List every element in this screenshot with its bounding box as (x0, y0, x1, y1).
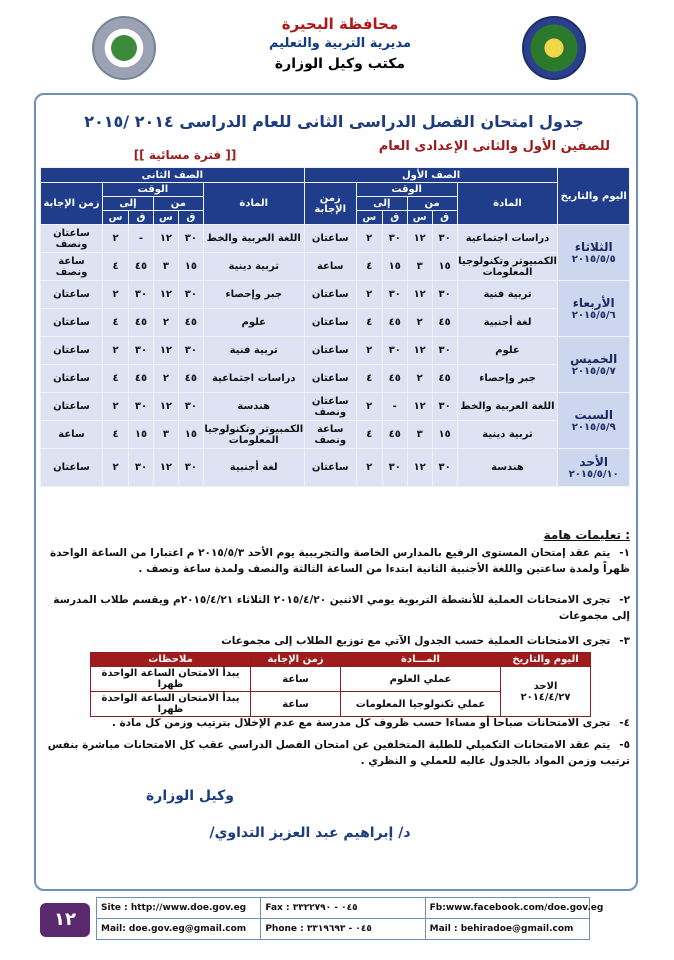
header-text (250, 14, 430, 74)
from-hours-cell: ٣ (407, 421, 432, 449)
duration-cell: ساعتان (41, 449, 103, 487)
from-hours-cell: ٢ (407, 365, 432, 393)
duration-cell: ساعتان (304, 365, 356, 393)
from-hours-cell: ١٢ (153, 393, 178, 421)
header-minutes: ق (178, 211, 203, 225)
from-hours-cell: ٣ (407, 253, 432, 281)
from-hours-cell: ١٢ (407, 281, 432, 309)
subject-cell: جبر وإحصاء (203, 281, 304, 309)
to-minutes-cell: ٤٥ (382, 421, 407, 449)
note-number: ٤- (619, 717, 630, 729)
practical-header-notes: ملاحظات (91, 653, 251, 667)
duration-cell: ساعتان ونصف (41, 225, 103, 253)
day-name: الأربعاء (572, 296, 615, 310)
practical-subject: عملي العلوم (341, 667, 501, 692)
from-hours-cell: ١٢ (153, 337, 178, 365)
to-hours-cell: ٤ (356, 253, 382, 281)
day-cell (558, 337, 630, 393)
note-number: ١- (619, 547, 630, 559)
practical-header-day: اليوم والتاريخ (501, 653, 591, 667)
duration-cell: ساعتان (41, 365, 103, 393)
to-minutes-cell: ٣٠ (129, 337, 154, 365)
from-minutes-cell: ٤٥ (432, 365, 457, 393)
day-name: الخميس (570, 352, 618, 366)
from-minutes-cell: ٣٠ (432, 449, 457, 487)
to-minutes-cell: ١٥ (129, 421, 154, 449)
to-hours-cell: ٢ (103, 449, 129, 487)
subject-cell: لغة أجنبية (203, 449, 304, 487)
subject-cell: هندسة (203, 393, 304, 421)
to-hours-cell: ٤ (356, 365, 382, 393)
note-text: تجرى الامتحانات صباحا أو مساءا حسب ظروف كل مدرسة مع عدم الإخلال بترتيب وزمن كل مادة . (111, 717, 611, 729)
from-hours-cell: ٢ (153, 309, 178, 337)
to-minutes-cell: ٤٥ (129, 253, 154, 281)
to-minutes-cell: ٣٠ (129, 393, 154, 421)
duration-cell: ساعتان (41, 393, 103, 421)
duration-cell: ساعتان (304, 309, 356, 337)
table-row (41, 393, 630, 421)
duration-cell: ساعة (304, 253, 356, 281)
period-label: [[ فترة مسائية ]] (133, 148, 237, 162)
table-row (41, 449, 630, 487)
table-row (41, 225, 630, 253)
governorate-name: محافظة البحيرة (281, 15, 399, 33)
note-3 (40, 633, 630, 649)
to-minutes-cell: ٤٥ (382, 309, 407, 337)
footer-facebook[interactable]: Fb:www.facebook.com/doe.gov.eg (425, 898, 589, 919)
duration-cell: ساعة ونصف (304, 421, 356, 449)
to-hours-cell: ٢ (356, 393, 382, 421)
from-minutes-cell: ٣٠ (178, 449, 203, 487)
note-text: تجرى الامتحانات العملية للأنشطة التربوية يومي الاثنين ٢٠١٥/٤/٢٠ الثلاثاء ٢٠١٥/٤/٢١م ويقسم طلاب المدرسة إلى مجموعات (53, 594, 630, 622)
to-minutes-cell: ٣٠ (382, 225, 407, 253)
subject-cell: تربية دينية (203, 253, 304, 281)
subject-cell: اللغة العربية والخط (203, 225, 304, 253)
to-hours-cell: ٢ (356, 225, 382, 253)
practical-note: يبدأ الامتحان الساعة الواحدة ظهرا (91, 667, 251, 692)
directorate-name: مديرية التربية والتعليم (268, 36, 412, 51)
subject-cell: دراسات اجتماعية (203, 365, 304, 393)
header-grade-1: الصف الأول (304, 168, 558, 183)
note-1 (40, 545, 630, 577)
practical-day-cell (501, 667, 591, 717)
subject-cell: لغة أجنبية (457, 309, 558, 337)
note-4 (40, 715, 630, 731)
header-minutes: ق (382, 211, 407, 225)
page-subtitle: للصفين الأول والثانى الإعدادى العام (378, 139, 610, 154)
table-row (41, 365, 630, 393)
note-number: ٣- (619, 635, 630, 647)
to-hours-cell: ٤ (103, 421, 129, 449)
signature-name: /د/ إبراهيم عبد العزيز التداوي (209, 825, 411, 841)
from-minutes-cell: ١٥ (432, 421, 457, 449)
header-hours: س (407, 211, 432, 225)
subject-cell: تربية فنية (457, 281, 558, 309)
to-minutes-cell: - (382, 393, 407, 421)
practical-duration: ساعة (251, 692, 341, 717)
from-minutes-cell: ٣٠ (178, 225, 203, 253)
practical-header-subject: المـــادة (341, 653, 501, 667)
note-text: يتم عقد إمتحان المستوى الرفيع بالمدارس الخاصة والتجريبية يوم الأحد ٢٠١٥/٥/٣ م اعتبارا من الساعة الواحدة ظهراً ولمدة ساعتين واللغة الأجنبية الثانية ابتدءا من الساعة الثالثة والنصف ولمدة ساعة ونصف . (50, 547, 630, 575)
from-hours-cell: ١٢ (407, 449, 432, 487)
from-minutes-cell: ٣٠ (432, 393, 457, 421)
from-minutes-cell: ٤٥ (432, 309, 457, 337)
page-number: ١٢ (40, 903, 90, 937)
to-minutes-cell: ٣٠ (382, 337, 407, 365)
day-name: الثلاثاء (574, 240, 613, 254)
ministry-emblem-icon (92, 16, 156, 80)
from-minutes-cell: ٣٠ (178, 281, 203, 309)
subject-cell: الكمبيوتر وتكنولوجيا المعلومات (457, 253, 558, 281)
from-minutes-cell: ٣٠ (432, 337, 457, 365)
from-minutes-cell: ١٥ (432, 253, 457, 281)
header-to: إلى (103, 197, 154, 211)
header-hours: س (103, 211, 129, 225)
footer-mail[interactable]: Mail: doe.gov.eg@gmail.com (97, 919, 261, 940)
page-title: جدول امتحان الفصل الدراسى الثانى للعام الدراسى ٢٠١٤ /٢٠١٥ (84, 112, 584, 131)
from-hours-cell: ٢ (407, 309, 432, 337)
table-row (41, 253, 630, 281)
footer-phone: Phone : ٠٤٥ - ٣٣١٩٦٩٣ (261, 919, 425, 940)
practical-header-duration: زمن الإجابة (251, 653, 341, 667)
table-row (41, 421, 630, 449)
day-name: الأحد (579, 455, 609, 469)
to-hours-cell: ٤ (356, 421, 382, 449)
to-hours-cell: ٤ (103, 365, 129, 393)
to-minutes-cell: ٣٠ (129, 281, 154, 309)
duration-cell: ساعة ونصف (41, 253, 103, 281)
from-minutes-cell: ١٥ (178, 421, 203, 449)
from-hours-cell: ٢ (153, 365, 178, 393)
duration-cell: ساعتان (41, 281, 103, 309)
header-from: من (153, 197, 203, 211)
signature-title: وكيل الوزارة (146, 788, 234, 804)
duration-cell: ساعتان (304, 281, 356, 309)
day-cell (558, 281, 630, 337)
table-row (41, 337, 630, 365)
to-minutes-cell: - (129, 225, 154, 253)
to-hours-cell: ٢ (103, 225, 129, 253)
duration-cell: ساعتان (41, 309, 103, 337)
to-minutes-cell: ١٥ (382, 253, 407, 281)
header-day: اليوم والتاريخ (558, 168, 630, 225)
footer-contacts (96, 897, 604, 940)
to-hours-cell: ٢ (356, 449, 382, 487)
header-subject: المادة (457, 183, 558, 225)
subject-cell: هندسة (457, 449, 558, 487)
practical-exam-table (90, 652, 591, 717)
header-duration: زمن الإجابة (304, 183, 356, 225)
subject-cell: تربية دينية (457, 421, 558, 449)
from-minutes-cell: ٣٠ (432, 225, 457, 253)
day-cell (558, 393, 630, 449)
note-5 (40, 737, 630, 769)
practical-subject: عملي تكنولوجيا المعلومات (341, 692, 501, 717)
footer-site[interactable]: Site : http://www.doe.gov.eg (97, 898, 261, 919)
header-duration: زمن الإجابة (41, 183, 103, 225)
from-minutes-cell: ٤٥ (178, 365, 203, 393)
footer-mail-2[interactable]: Mail : behiradoe@gmail.com (425, 919, 589, 940)
to-hours-cell: ٤ (356, 309, 382, 337)
from-minutes-cell: ٣٠ (178, 393, 203, 421)
practical-day: الاحد (533, 680, 558, 692)
header-to: إلى (356, 197, 407, 211)
to-minutes-cell: ٣٠ (382, 449, 407, 487)
from-hours-cell: ١٢ (153, 281, 178, 309)
subject-cell: دراسات اجتماعية (457, 225, 558, 253)
to-hours-cell: ٤ (103, 253, 129, 281)
subject-cell: الكمبيوتر وتكنولوجيا المعلومات (203, 421, 304, 449)
duration-cell: ساعة (41, 421, 103, 449)
practical-date: ٢٠١٤/٤/٢٧ (520, 691, 571, 703)
day-date: ٢٠١٥/٥/١٠ (568, 469, 619, 480)
practical-note: يبدأ الامتحان الساعة الواحدة ظهرا (91, 692, 251, 717)
header-from: من (407, 197, 457, 211)
governorate-logo-icon (522, 16, 586, 80)
to-minutes-cell: ٤٥ (129, 365, 154, 393)
day-name: السبت (574, 408, 613, 422)
to-hours-cell: ٢ (356, 281, 382, 309)
subject-cell: اللغة العربية والخط (457, 393, 558, 421)
day-date: ٢٠١٥/٥/٥ (571, 254, 616, 265)
notes-title: تعليمات هامة : (543, 528, 630, 542)
from-hours-cell: ١٢ (153, 225, 178, 253)
note-number: ٢- (619, 594, 630, 606)
day-cell (558, 449, 630, 487)
note-2 (40, 592, 630, 624)
header-hours: س (153, 211, 178, 225)
table-row (41, 281, 630, 309)
office-name: مكتب وكيل الوزارة (274, 56, 406, 72)
subject-cell: جبر وإحصاء (457, 365, 558, 393)
note-number: ٥- (619, 739, 630, 751)
from-hours-cell: ٣ (153, 253, 178, 281)
to-minutes-cell: ٤٥ (382, 365, 407, 393)
to-hours-cell: ٢ (103, 337, 129, 365)
header-subject: المادة (203, 183, 304, 225)
from-hours-cell: ١٢ (407, 225, 432, 253)
practical-duration: ساعة (251, 667, 341, 692)
table-row (41, 309, 630, 337)
subject-cell: علوم (457, 337, 558, 365)
duration-cell: ساعتان (304, 337, 356, 365)
header-grade-2: الصف الثانى (41, 168, 305, 183)
to-hours-cell: ٤ (103, 309, 129, 337)
day-cell (558, 225, 630, 281)
from-minutes-cell: ١٥ (178, 253, 203, 281)
from-hours-cell: ١٢ (407, 337, 432, 365)
day-date: ٢٠١٥/٥/٦ (571, 310, 616, 321)
footer-fax: Fax : ٠٤٥ - ٣٣٢٢٧٩٠ (261, 898, 425, 919)
from-hours-cell: ٣ (153, 421, 178, 449)
header (0, 12, 674, 92)
duration-cell: ساعتان (41, 337, 103, 365)
from-minutes-cell: ٤٥ (178, 309, 203, 337)
from-minutes-cell: ٣٠ (432, 281, 457, 309)
to-hours-cell: ٢ (103, 393, 129, 421)
note-text: تجرى الامتحانات العملية حسب الجدول الآتي مع توزيع الطلاب إلى مجموعات (221, 635, 611, 647)
header-minutes: ق (432, 211, 457, 225)
duration-cell: ساعتان (304, 449, 356, 487)
to-hours-cell: ٢ (103, 281, 129, 309)
header-time: الوقت (356, 183, 457, 197)
duration-cell: ساعتان (304, 225, 356, 253)
day-date: ٢٠١٥/٥/٧ (571, 366, 616, 377)
from-hours-cell: ١٢ (153, 449, 178, 487)
from-hours-cell: ١٢ (407, 393, 432, 421)
from-minutes-cell: ٣٠ (178, 337, 203, 365)
to-hours-cell: ٢ (356, 337, 382, 365)
note-text: يتم عقد الامتحانات التكميلي للطلبة المتخلفين عن امتحان الفصل الدراسي عقب كل الامتحانات مباشرة بنفس ترتيب وزمن المواد بالجدول عاليه للعملي و النظري . (47, 739, 630, 767)
exam-schedule-table (40, 167, 630, 487)
to-minutes-cell: ٣٠ (382, 281, 407, 309)
to-minutes-cell: ٣٠ (129, 449, 154, 487)
header-time: الوقت (103, 183, 204, 197)
duration-cell: ساعتان ونصف (304, 393, 356, 421)
subject-cell: تربية فنية (203, 337, 304, 365)
day-date: ٢٠١٥/٥/٩ (571, 422, 616, 433)
header-hours: س (356, 211, 382, 225)
subject-cell: علوم (203, 309, 304, 337)
header-minutes: ق (129, 211, 154, 225)
to-minutes-cell: ٤٥ (129, 309, 154, 337)
